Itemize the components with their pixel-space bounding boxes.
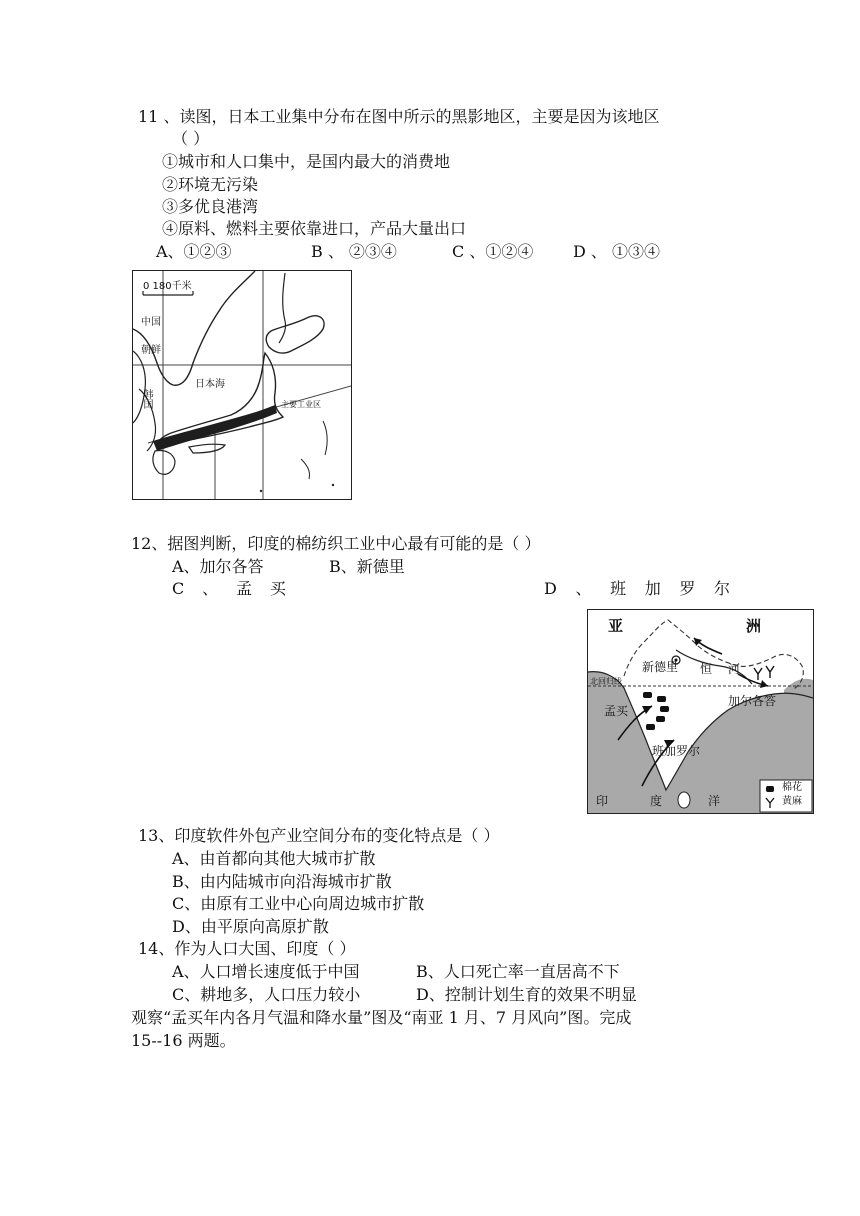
q11-option-b: B 、 ②③④ xyxy=(311,242,397,261)
q14-stem: 14、作为人口大国、印度（ ） xyxy=(138,939,356,958)
japan-map-scale: 0 180千米 xyxy=(143,281,192,292)
q11-statement-2: ②环境无污染 xyxy=(162,175,259,194)
q13-option-a: A、由首都向其他大城市扩散 xyxy=(172,849,376,868)
india-map-label-tropic: 北回归线 xyxy=(590,677,622,686)
india-map-legend-jute: 黄麻 xyxy=(782,796,802,807)
q12-option-a: A、加尔各答 xyxy=(172,557,264,576)
q13-stem: 13、印度软件外包产业空间分布的变化特点是（ ） xyxy=(138,826,500,845)
q14-option-d: D、控制计划生育的效果不明显 xyxy=(416,985,637,1004)
q12-stem: 12、据图判断，印度的棉纺织工业中心最有可能的是（ ） xyxy=(131,534,541,553)
q11-option-d: D 、 ①③④ xyxy=(573,242,661,261)
japan-map-drawing xyxy=(133,271,351,499)
japan-map-label-sea-of-japan: 日本海 xyxy=(195,379,225,390)
q14-option-c: C、耕地多，人口压力较小 xyxy=(172,985,361,1004)
india-industry-map xyxy=(587,609,814,814)
japan-map-label-north-korea: 朝鲜 xyxy=(141,345,161,356)
india-map-label-new-delhi: 新德里 xyxy=(642,660,679,674)
q11-answer-paren: （ ） xyxy=(172,129,210,148)
q12-option-c: C 、 孟 买 xyxy=(172,579,286,598)
india-map-label-kolkata: 加尔各答 xyxy=(728,694,777,708)
q11-statement-4: ④原料、燃料主要依靠进口，产品大量出口 xyxy=(162,219,467,238)
q11-option-a: A、①②③ xyxy=(156,242,232,261)
japan-map-label-china: 中国 xyxy=(141,317,161,328)
japan-map-label-industrial-belt: 主要工业区 xyxy=(281,400,321,409)
q13-option-d: D、由平原向高原扩散 xyxy=(172,917,329,936)
q15-16-intro-line-1: 观察“孟买年内各月气温和降水量”图及“南亚 1 月、7 月风向”图。完成 xyxy=(131,1008,632,1027)
q12-option-b: B、新德里 xyxy=(329,557,405,576)
q11-statement-3: ③多优良港湾 xyxy=(162,197,259,216)
q11-stem: 11 、读图，日本工业集中分布在图中所示的黑影地区，主要是因为该地区 xyxy=(138,107,660,126)
india-map-label-ganges-2: 河 xyxy=(728,662,741,676)
q13-option-c: C、由原有工业中心向周边城市扩散 xyxy=(172,894,425,913)
india-map-label-bangalore: 班加罗尔 xyxy=(652,744,701,758)
q13-option-b: B、由内陆城市向沿海城市扩散 xyxy=(172,872,392,891)
india-map-label-asia-2: 洲 xyxy=(746,617,762,635)
q11-option-c: C 、①②④ xyxy=(452,242,534,261)
japan-industry-map xyxy=(132,270,352,500)
india-map-label-mumbai: 孟买 xyxy=(604,704,629,718)
q11-statement-1: ①城市和人口集中，是国内最大的消费地 xyxy=(162,152,451,171)
india-map-legend-cotton: 棉花 xyxy=(782,782,802,793)
india-map-label-ocean-1: 印 xyxy=(596,794,609,808)
q14-option-a: A、人口增长速度低于中国 xyxy=(172,962,360,981)
india-map-label-ocean-3: 洋 xyxy=(708,794,721,808)
japan-map-label-south-korea: 韩国 xyxy=(141,389,152,409)
q15-16-intro-line-2: 15--16 两题。 xyxy=(131,1031,236,1050)
q12-option-d: D 、 班 加 罗 尔 xyxy=(544,579,730,598)
q14-option-b: B、人口死亡率一直居高不下 xyxy=(416,962,620,981)
india-map-label-ganges-1: 恒 xyxy=(700,662,713,676)
india-map-label-ocean-2: 度 xyxy=(650,794,663,808)
india-map-label-asia-1: 亚 xyxy=(608,617,624,635)
